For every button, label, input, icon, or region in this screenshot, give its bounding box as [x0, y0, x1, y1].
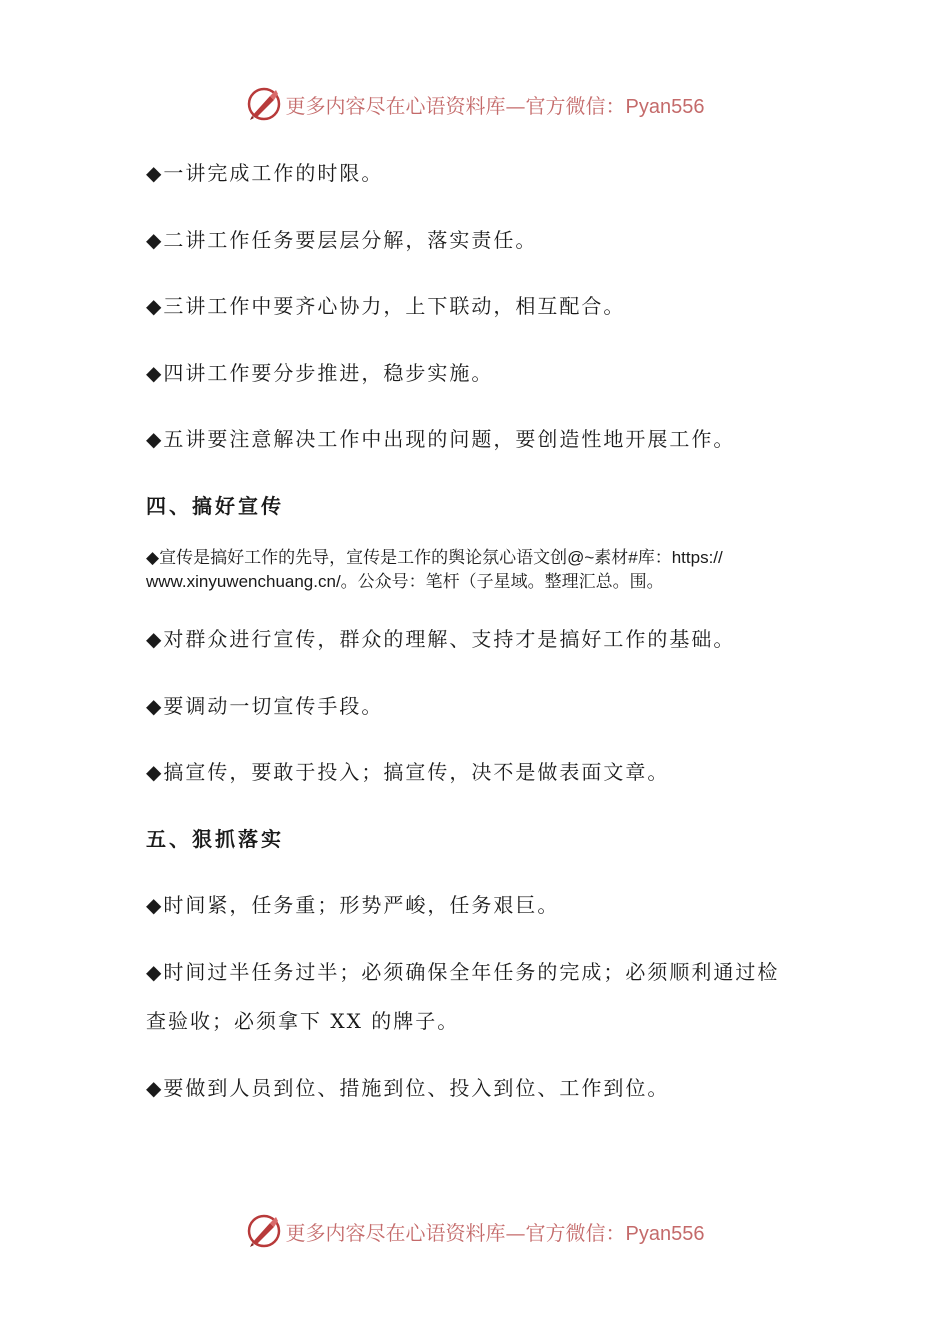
pen-logo-icon	[246, 86, 282, 122]
bullet-line: ◆要调动一切宣传手段。	[146, 694, 384, 718]
paragraph-line: www.xinyuwenchuang.cn/。公众号：笔杆（子星域。整理汇总。围。	[146, 572, 664, 591]
section-heading: 四、搞好宣传	[146, 494, 284, 518]
pen-logo-icon	[246, 1213, 282, 1249]
header-banner-wechat-id: Pyan556	[625, 95, 705, 118]
bullet-line: ◆搞宣传，要敢于投入；搞宣传，决不是做表面文章。	[146, 760, 670, 784]
bullet-line: ◆对群众进行宣传，群众的理解、支持才是搞好工作的基础。	[146, 627, 736, 651]
bullet-line: ◆二讲工作任务要层层分解，落实责任。	[146, 228, 538, 252]
footer-banner-text: 更多内容尽在心语资料库—官方微信：	[285, 1220, 626, 1245]
paragraph	[146, 546, 806, 594]
bullet-line: ◆四讲工作要分步推进，稳步实施。	[146, 361, 494, 385]
footer-banner-wechat-id: Pyan556	[625, 1222, 705, 1245]
bullet-line: ◆一讲完成工作的时限。	[146, 161, 384, 185]
bullet-line-continuation: 查验收；必须拿下 XX 的牌子。	[146, 1009, 460, 1033]
header-banner	[0, 82, 950, 126]
header-banner-text: 更多内容尽在心语资料库—官方微信：	[285, 93, 626, 118]
bullet-line: ◆时间紧，任务重；形势严峻，任务艰巨。	[146, 893, 560, 917]
bullet-line: ◆五讲要注意解决工作中出现的问题，要创造性地开展工作。	[146, 427, 736, 451]
section-heading: 五、狠抓落实	[146, 827, 284, 851]
bullet-line: ◆要做到人员到位、措施到位、投入到位、工作到位。	[146, 1076, 670, 1100]
footer-banner	[0, 1209, 950, 1253]
bullet-line: ◆三讲工作中要齐心协力，上下联动，相互配合。	[146, 294, 626, 318]
paragraph-line: ◆宣传是搞好工作的先导，宣传是工作的舆论氛心语文创@~素材#库：https://	[146, 548, 723, 567]
bullet-line: ◆时间过半任务过半；必须确保全年任务的完成；必须顺利通过检	[146, 960, 780, 984]
